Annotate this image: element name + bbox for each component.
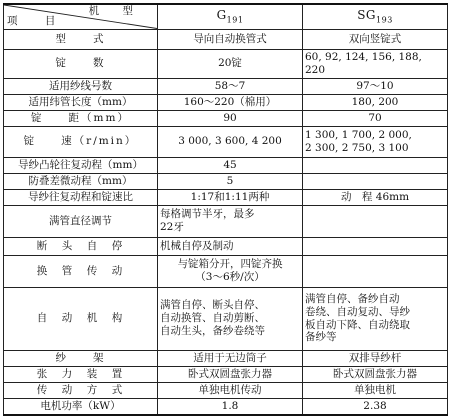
table-row <box>4 126 448 157</box>
sg193-value: 卧式双圆盘张力器 <box>303 366 448 382</box>
sg193-value: 97～10 <box>303 78 448 94</box>
model-sg193-header: $SG_{193}$ <box>303 4 448 29</box>
row-label: 防叠差微动程（mm） <box>4 173 158 189</box>
table-row <box>4 205 448 237</box>
table-row <box>4 49 448 78</box>
sg193-value <box>303 237 448 255</box>
row-label: 型 式 <box>4 29 158 49</box>
row-label: 适用纬管长度（mm） <box>4 94 158 110</box>
row-label: 锭 距（mm） <box>4 110 158 126</box>
corner-cell <box>4 4 158 29</box>
g191-value: 45 <box>158 157 303 173</box>
row-label: 导纱往复动程和锭速比 <box>4 189 158 205</box>
row-label: 导纱凸轮往复动程（mm） <box>4 157 158 173</box>
row-label: 锭 速（r/min） <box>4 126 158 157</box>
sg193-value: 动 程 46mm <box>303 189 448 205</box>
table-row <box>4 398 448 415</box>
sg193-value: 单独电机 <box>303 382 448 398</box>
row-label: 换 管 传 动 <box>4 255 158 287</box>
row-label: 纱 架 <box>4 350 158 366</box>
sg193-value: 1 300, 1 700, 2 000, 2 300, 2 750, 3 100 <box>303 126 448 157</box>
row-label: 张 力 装 置 <box>4 366 158 382</box>
sg193-value <box>303 255 448 287</box>
sg193-value <box>303 173 448 189</box>
sg193-value: 满管自停、备纱自动 卷绕、自动复动、导纱 板自动下降、自动绕取 备纱等 <box>303 287 448 350</box>
sg193-value <box>303 157 448 173</box>
g191-value: 与锭箱分开，四锭齐换 （3～6秒/次） <box>158 255 303 287</box>
g191-value: 适用于无边筒子 <box>158 350 303 366</box>
g191-value: 每格调节半牙，最多 22牙 <box>158 205 303 237</box>
table-row <box>4 173 448 189</box>
g191-value: 20锭 <box>158 49 303 78</box>
sg193-value: 双排导纱杆 <box>303 350 448 366</box>
g191-value: 机械自停及制动 <box>158 237 303 255</box>
sg193-value: 60, 92, 124, 156, 188, 220 <box>303 49 448 78</box>
row-label: 适用纱线号数 <box>4 78 158 94</box>
sg193-value: 双向竖锭式 <box>303 29 448 49</box>
g191-value: 90 <box>158 110 303 126</box>
table-row <box>4 255 448 287</box>
row-label: 电机功率（kW） <box>4 398 158 415</box>
table-row <box>4 78 448 94</box>
model-g191-header: $G_{191}$ <box>158 4 303 29</box>
g191-value: 5 <box>158 173 303 189</box>
table-row <box>4 237 448 255</box>
sg193-value: 70 <box>303 110 448 126</box>
g191-value: 1:17和1:11两种 <box>158 189 303 205</box>
g191-value: 卧式双圆盘张力器 <box>158 366 303 382</box>
table-row <box>4 287 448 350</box>
table-row <box>4 350 448 366</box>
spec-table <box>3 3 448 416</box>
row-label: 传 动 方 式 <box>4 382 158 398</box>
table-row <box>4 94 448 110</box>
g191-value: 1.8 <box>158 398 303 415</box>
row-label: 断 头 自 停 <box>4 237 158 255</box>
g191-value: 导向自动换管式 <box>158 29 303 49</box>
row-label: 自 动 机 构 <box>4 287 158 350</box>
sg193-value: 180, 200 <box>303 94 448 110</box>
g191-value: 满管自停、断头自停、 自动换管、自动剪断、 自动生头，备纱卷绕等 <box>158 287 303 350</box>
table-row <box>4 189 448 205</box>
g191-value: 160～220（棉用） <box>158 94 303 110</box>
corner-bottom-label: 项 目 <box>7 14 68 27</box>
corner-top-label: 机 型 <box>88 5 143 17</box>
table-row <box>4 382 448 398</box>
table-row <box>4 157 448 173</box>
row-label: 锭 数 <box>4 49 158 78</box>
g191-value: 58～7 <box>158 78 303 94</box>
row-label: 满管直径调节 <box>4 205 158 237</box>
table-row <box>4 29 448 49</box>
g191-value: 3 000, 3 600, 4 200 <box>158 126 303 157</box>
sg193-value <box>303 205 448 237</box>
header-row <box>4 4 448 29</box>
table-row <box>4 366 448 382</box>
table-row <box>4 110 448 126</box>
sg193-value: 2.38 <box>303 398 448 415</box>
g191-value: 单独电机传动 <box>158 382 303 398</box>
